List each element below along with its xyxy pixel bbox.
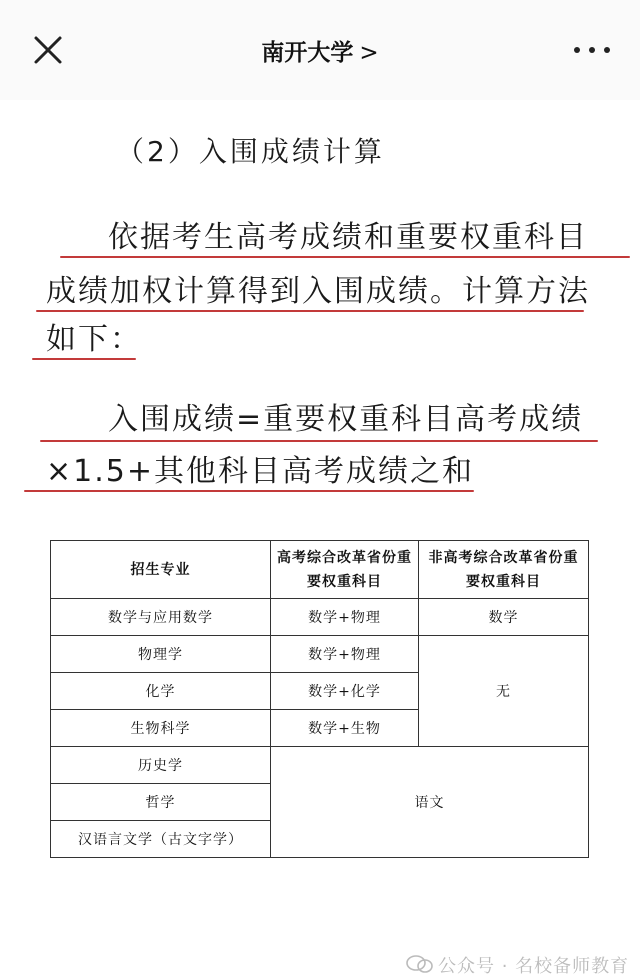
table-header: 高考综合改革省份重要权重科目: [271, 541, 419, 599]
table-cell-major: 数学与应用数学: [51, 599, 271, 636]
section-heading: （2）入围成绩计算: [116, 135, 385, 168]
underline: [40, 440, 598, 442]
formula-line: 入围成绩=重要权重科目高考成绩: [108, 402, 584, 437]
table-cell-nonreform: 数学: [419, 599, 589, 636]
underline: [24, 490, 474, 492]
table-cell-reform: 数学+生物: [271, 710, 419, 747]
table-cell-merged: 语文: [271, 747, 589, 858]
account-title[interactable]: [0, 34, 640, 67]
table-cell-major: 哲学: [51, 784, 271, 821]
chevron-right-icon: >: [359, 40, 379, 66]
formula-line: ×1.5+其他科目高考成绩之和: [46, 454, 474, 489]
table-cell-major: 生物科学: [51, 710, 271, 747]
table-cell-major: 历史学: [51, 747, 271, 784]
more-icon[interactable]: [570, 40, 614, 60]
table-cell-major: 汉语言文学（古文字学）: [51, 821, 271, 858]
underline: [32, 358, 136, 360]
table-cell-reform: 数学+物理: [271, 636, 419, 673]
watermark-text: 公众号 · 名校备师教育: [438, 956, 630, 977]
account-name: 南开大学: [261, 40, 354, 66]
wechat-icon: [406, 954, 434, 974]
table-cell-nonreform: 无: [419, 636, 589, 747]
table-header: 招生专业: [51, 541, 271, 599]
article-body: [0, 100, 640, 977]
table-row: [51, 747, 589, 784]
top-bar: [0, 0, 640, 100]
table-header: 非高考综合改革省份重要权重科目: [419, 541, 589, 599]
table-cell-major: 物理学: [51, 636, 271, 673]
table-row: [51, 636, 589, 673]
underline: [36, 310, 584, 312]
table-row: [51, 599, 589, 636]
major-subject-table: [50, 540, 589, 858]
table-cell-major: 化学: [51, 673, 271, 710]
paragraph-line: 依据考生高考成绩和重要权重科目: [108, 220, 588, 255]
underline: [60, 256, 630, 258]
paragraph-line: 成绩加权计算得到入围成绩。计算方法: [46, 274, 590, 309]
table-cell-reform: 数学+物理: [271, 599, 419, 636]
paragraph-line: 如下：: [46, 322, 142, 357]
watermark: [410, 952, 629, 978]
table-cell-reform: 数学+化学: [271, 673, 419, 710]
